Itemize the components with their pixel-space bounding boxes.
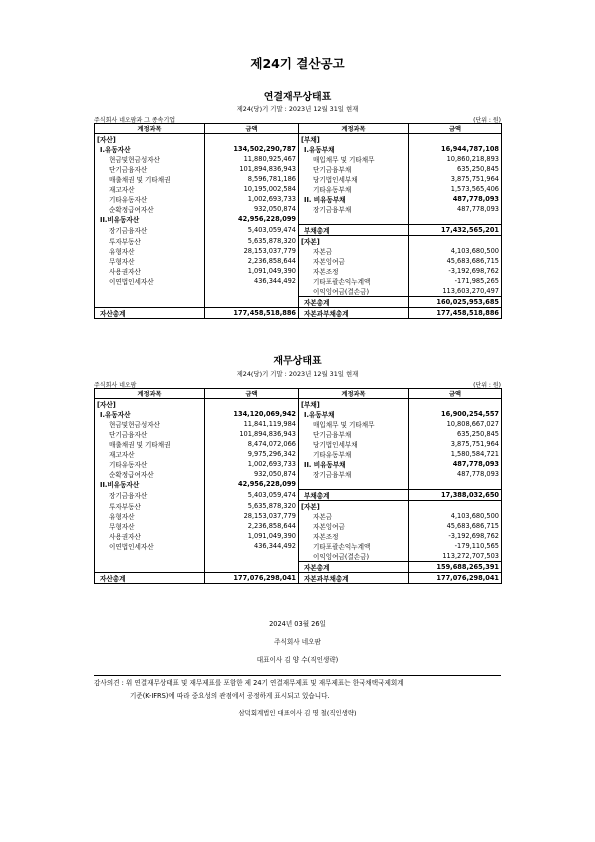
amount-cell: 11,841,119,984 xyxy=(205,419,299,429)
amount-cell: 487,778,093 xyxy=(409,469,502,479)
amount-cell: 5,635,878,320 xyxy=(205,236,299,247)
amount-cell: 2,236,858,644 xyxy=(205,256,299,266)
amount-cell: 28,153,037,779 xyxy=(205,246,299,256)
amount-cell: -3,192,698,762 xyxy=(409,266,502,276)
account-cell: 자본총계 xyxy=(299,297,409,308)
account-cell: [자산] xyxy=(95,134,205,145)
table-row xyxy=(95,541,502,551)
amount-cell: 177,458,518,886 xyxy=(205,308,299,319)
amount-cell: 16,944,787,108 xyxy=(409,144,502,154)
account-cell: 자산총계 xyxy=(95,308,205,319)
account-cell: II. 비유동부채 xyxy=(299,459,409,469)
account-cell: 당기법인세부채 xyxy=(299,439,409,449)
table-row xyxy=(95,501,502,512)
amount-cell: 160,025,953,685 xyxy=(409,297,502,308)
amount-cell xyxy=(409,399,502,410)
amount-cell: 635,250,845 xyxy=(409,429,502,439)
separate-period: 제24(당)기 기말 : 2023년 12월 31일 현재 xyxy=(236,370,359,378)
amount-cell: 1,002,693,733 xyxy=(205,194,299,204)
account-cell: 현금및현금성자산 xyxy=(95,419,205,429)
account-cell: 기타유동자산 xyxy=(95,459,205,469)
account-cell: 매입채무 및 기타채무 xyxy=(299,154,409,164)
account-cell: 장기금융부채 xyxy=(299,204,409,214)
table-row xyxy=(95,469,502,479)
account-cell: II.비유동자산 xyxy=(95,214,205,225)
amount-cell: 17,388,032,650 xyxy=(409,490,502,501)
account-cell: 자본잉여금 xyxy=(299,256,409,266)
amount-cell xyxy=(205,562,299,573)
amount-cell xyxy=(205,134,299,145)
ceo-signature: 대표이사 김 양 수(직인생략) xyxy=(256,656,339,664)
table-row xyxy=(95,399,502,410)
table-row xyxy=(95,531,502,541)
table-row xyxy=(95,409,502,419)
table-row xyxy=(95,297,502,308)
header-account: 계정과목 xyxy=(299,124,409,134)
table-row xyxy=(95,439,502,449)
account-cell: 무형자산 xyxy=(95,256,205,266)
amount-cell: 5,403,059,474 xyxy=(205,225,299,236)
account-cell: 사용권자산 xyxy=(95,531,205,541)
account-cell: I.유동부채 xyxy=(299,409,409,419)
amount-cell: 101,894,836,943 xyxy=(205,429,299,439)
divider xyxy=(94,675,501,676)
audit-opinion xyxy=(94,677,501,703)
account-cell: 이연법인세자산 xyxy=(95,541,205,551)
account-cell xyxy=(95,297,205,308)
table-row xyxy=(95,573,502,584)
amount-cell: 1,002,693,733 xyxy=(205,459,299,469)
account-cell: 장기금융부채 xyxy=(299,469,409,479)
account-cell: 순확정급여자산 xyxy=(95,469,205,479)
account-cell xyxy=(299,214,409,225)
amount-cell xyxy=(205,551,299,562)
amount-cell xyxy=(205,297,299,308)
account-cell: 매입채무 및 기타채무 xyxy=(299,419,409,429)
account-cell xyxy=(95,286,205,297)
table-row xyxy=(95,174,502,184)
account-cell: 단기금융부채 xyxy=(299,164,409,174)
account-cell: 이연법인세자산 xyxy=(95,276,205,286)
amount-cell: 159,688,265,391 xyxy=(409,562,502,573)
amount-cell: 4,103,680,500 xyxy=(409,246,502,256)
table-row xyxy=(95,551,502,562)
amount-cell: 113,603,270,497 xyxy=(409,286,502,297)
account-cell: 자본과부채총계 xyxy=(299,573,409,584)
amount-cell: 3,875,751,964 xyxy=(409,174,502,184)
amount-cell: 8,596,781,186 xyxy=(205,174,299,184)
amount-cell: 487,778,093 xyxy=(409,204,502,214)
account-cell: 유형자산 xyxy=(95,246,205,256)
amount-cell: 932,050,874 xyxy=(205,469,299,479)
account-cell: 재고자산 xyxy=(95,184,205,194)
company-name: 주식회사 네오팜 xyxy=(274,638,321,646)
amount-cell xyxy=(409,214,502,225)
amount-cell: 134,120,069,942 xyxy=(205,409,299,419)
table-row xyxy=(95,429,502,439)
account-cell: 자본조정 xyxy=(299,531,409,541)
account-cell: 현금및현금성자산 xyxy=(95,154,205,164)
amount-cell: 4,103,680,500 xyxy=(409,511,502,521)
table-row xyxy=(95,562,502,573)
amount-cell: 42,956,228,099 xyxy=(205,214,299,225)
account-cell: 기타유동부채 xyxy=(299,449,409,459)
table-row xyxy=(95,266,502,276)
amount-cell xyxy=(205,399,299,410)
account-cell: 자산총계 xyxy=(95,573,205,584)
account-cell: 당기법인세부채 xyxy=(299,174,409,184)
header-amount: 금액 xyxy=(205,389,299,399)
amount-cell: 2,236,858,644 xyxy=(205,521,299,531)
amount-cell: 10,195,002,584 xyxy=(205,184,299,194)
amount-cell: 101,894,836,943 xyxy=(205,164,299,174)
amount-cell xyxy=(409,134,502,145)
amount-cell: 17,432,565,201 xyxy=(409,225,502,236)
amount-cell: 3,875,751,964 xyxy=(409,439,502,449)
separate-unit: (단위 : 원) xyxy=(473,382,501,389)
amount-cell: 45,683,686,715 xyxy=(409,521,502,531)
amount-cell: 436,344,492 xyxy=(205,541,299,551)
table-row xyxy=(95,276,502,286)
amount-cell: 16,900,254,557 xyxy=(409,409,502,419)
account-cell: 매출채권 및 기타채권 xyxy=(95,439,205,449)
account-cell: 기타유동자산 xyxy=(95,194,205,204)
table-row xyxy=(95,236,502,247)
account-cell: [자본] xyxy=(299,501,409,512)
amount-cell: 1,091,049,390 xyxy=(205,266,299,276)
header-amount: 금액 xyxy=(205,124,299,134)
account-cell: 기타포괄손익누계액 xyxy=(299,541,409,551)
amount-cell: 10,808,667,027 xyxy=(409,419,502,429)
amount-cell: 1,091,049,390 xyxy=(205,531,299,541)
table-row xyxy=(95,204,502,214)
account-cell xyxy=(299,479,409,490)
account-cell xyxy=(95,562,205,573)
table-row xyxy=(95,154,502,164)
amount-cell: 8,474,072,066 xyxy=(205,439,299,449)
account-cell: I.유동자산 xyxy=(95,144,205,154)
account-cell: 자본조정 xyxy=(299,266,409,276)
account-cell: [자본] xyxy=(299,236,409,247)
amount-cell: -179,110,565 xyxy=(409,541,502,551)
account-cell: 자본금 xyxy=(299,511,409,521)
account-cell: 매출채권 및 기타채권 xyxy=(95,174,205,184)
table-row xyxy=(95,459,502,469)
account-cell: 사용권자산 xyxy=(95,266,205,276)
account-cell: 이익잉여금(결손금) xyxy=(299,286,409,297)
audit-line-2: 기준(K-IFRS)에 따라 중요성의 관점에서 공정하게 표시되고 있습니다. xyxy=(130,692,330,700)
separate-title: 재무상태표 xyxy=(273,356,322,367)
account-cell: 유형자산 xyxy=(95,511,205,521)
consolidated-company: 주식회사 네오팜과 그 종속기업 xyxy=(94,117,176,124)
amount-cell: 436,344,492 xyxy=(205,276,299,286)
table-header-row xyxy=(95,124,502,134)
consolidated-balance-sheet xyxy=(94,123,502,319)
account-cell: 단기금융부채 xyxy=(299,429,409,439)
account-cell xyxy=(95,551,205,562)
amount-cell: 177,076,298,041 xyxy=(205,573,299,584)
amount-cell: 635,250,845 xyxy=(409,164,502,174)
account-cell: [자산] xyxy=(95,399,205,410)
table-row xyxy=(95,419,502,429)
account-cell: 자본과부채총계 xyxy=(299,308,409,319)
amount-cell: 5,403,059,474 xyxy=(205,490,299,501)
table-row xyxy=(95,449,502,459)
account-cell: 기타포괄손익누계액 xyxy=(299,276,409,286)
amount-cell xyxy=(409,501,502,512)
table-header-row xyxy=(95,389,502,399)
table-row xyxy=(95,286,502,297)
account-cell: II. 비유동부채 xyxy=(299,194,409,204)
table-row xyxy=(95,184,502,194)
header-account: 계정과목 xyxy=(95,389,205,399)
amount-cell: 45,683,686,715 xyxy=(409,256,502,266)
amount-cell: 177,458,518,886 xyxy=(409,308,502,319)
amount-cell: 28,153,037,779 xyxy=(205,511,299,521)
amount-cell: 1,573,565,406 xyxy=(409,184,502,194)
account-cell: I.유동자산 xyxy=(95,409,205,419)
amount-cell xyxy=(409,236,502,247)
account-cell: 장기금융자산 xyxy=(95,225,205,236)
account-cell: 단기금융자산 xyxy=(95,164,205,174)
table-row xyxy=(95,479,502,490)
account-cell: [부채] xyxy=(299,134,409,145)
account-cell: 기타유동부채 xyxy=(299,184,409,194)
table-row xyxy=(95,214,502,225)
account-cell: 투자부동산 xyxy=(95,236,205,247)
account-cell: 재고자산 xyxy=(95,449,205,459)
account-cell: 순확정급여자산 xyxy=(95,204,205,214)
account-cell: I.유동부채 xyxy=(299,144,409,154)
amount-cell: 9,975,296,342 xyxy=(205,449,299,459)
amount-cell: 5,635,878,320 xyxy=(205,501,299,512)
table-row xyxy=(95,521,502,531)
amount-cell: 134,502,290,787 xyxy=(205,144,299,154)
amount-cell xyxy=(205,286,299,297)
audit-line-1: 감사의견 : 위 연결재무상태표 및 재무제표를 포함한 제 24기 연결재무제표 및 재무제표는 한국채택국제회계 xyxy=(94,679,404,687)
account-cell: 이익잉여금(결손금) xyxy=(299,551,409,562)
table-row xyxy=(95,308,502,319)
table-row xyxy=(95,225,502,236)
table-row xyxy=(95,490,502,501)
table-row xyxy=(95,246,502,256)
account-cell: 무형자산 xyxy=(95,521,205,531)
amount-cell: 113,272,707,503 xyxy=(409,551,502,562)
table-row xyxy=(95,134,502,145)
amount-cell: 1,580,584,721 xyxy=(409,449,502,459)
page-title: 제24기 결산공고 xyxy=(250,56,345,71)
auditor-signature: 삼덕회계법인 대표이사 김 명 철(직인생략) xyxy=(238,709,357,717)
account-cell: 부채총계 xyxy=(299,225,409,236)
amount-cell: 11,880,925,467 xyxy=(205,154,299,164)
table-row xyxy=(95,144,502,154)
table-row xyxy=(95,164,502,174)
table-row xyxy=(95,194,502,204)
header-account: 계정과목 xyxy=(299,389,409,399)
account-cell: 자본총계 xyxy=(299,562,409,573)
separate-balance-sheet xyxy=(94,388,502,584)
account-cell: 장기금융자산 xyxy=(95,490,205,501)
consolidated-period: 제24(당)기 기말 : 2023년 12월 31일 현재 xyxy=(236,105,359,113)
header-amount: 금액 xyxy=(409,389,502,399)
account-cell: 자본잉여금 xyxy=(299,521,409,531)
amount-cell: 487,778,093 xyxy=(409,194,502,204)
amount-cell xyxy=(409,479,502,490)
table-row xyxy=(95,256,502,266)
amount-cell: 10,860,218,893 xyxy=(409,154,502,164)
consolidated-unit: (단위 : 원) xyxy=(473,117,501,124)
account-cell: 자본금 xyxy=(299,246,409,256)
account-cell: [부채] xyxy=(299,399,409,410)
amount-cell: 487,778,093 xyxy=(409,459,502,469)
table-row xyxy=(95,511,502,521)
amount-cell: 42,956,228,099 xyxy=(205,479,299,490)
announcement-date: 2024년 03월 26일 xyxy=(269,620,326,628)
header-account: 계정과목 xyxy=(95,124,205,134)
account-cell: 투자부동산 xyxy=(95,501,205,512)
account-cell: II.비유동자산 xyxy=(95,479,205,490)
account-cell: 단기금융자산 xyxy=(95,429,205,439)
account-cell: 부채총계 xyxy=(299,490,409,501)
amount-cell: -171,985,265 xyxy=(409,276,502,286)
consolidated-title: 연결재무상태표 xyxy=(263,92,332,103)
separate-company: 주식회사 네오팜 xyxy=(94,382,137,389)
header-amount: 금액 xyxy=(409,124,502,134)
amount-cell: 177,076,298,041 xyxy=(409,573,502,584)
amount-cell: 932,050,874 xyxy=(205,204,299,214)
amount-cell: -3,192,698,762 xyxy=(409,531,502,541)
